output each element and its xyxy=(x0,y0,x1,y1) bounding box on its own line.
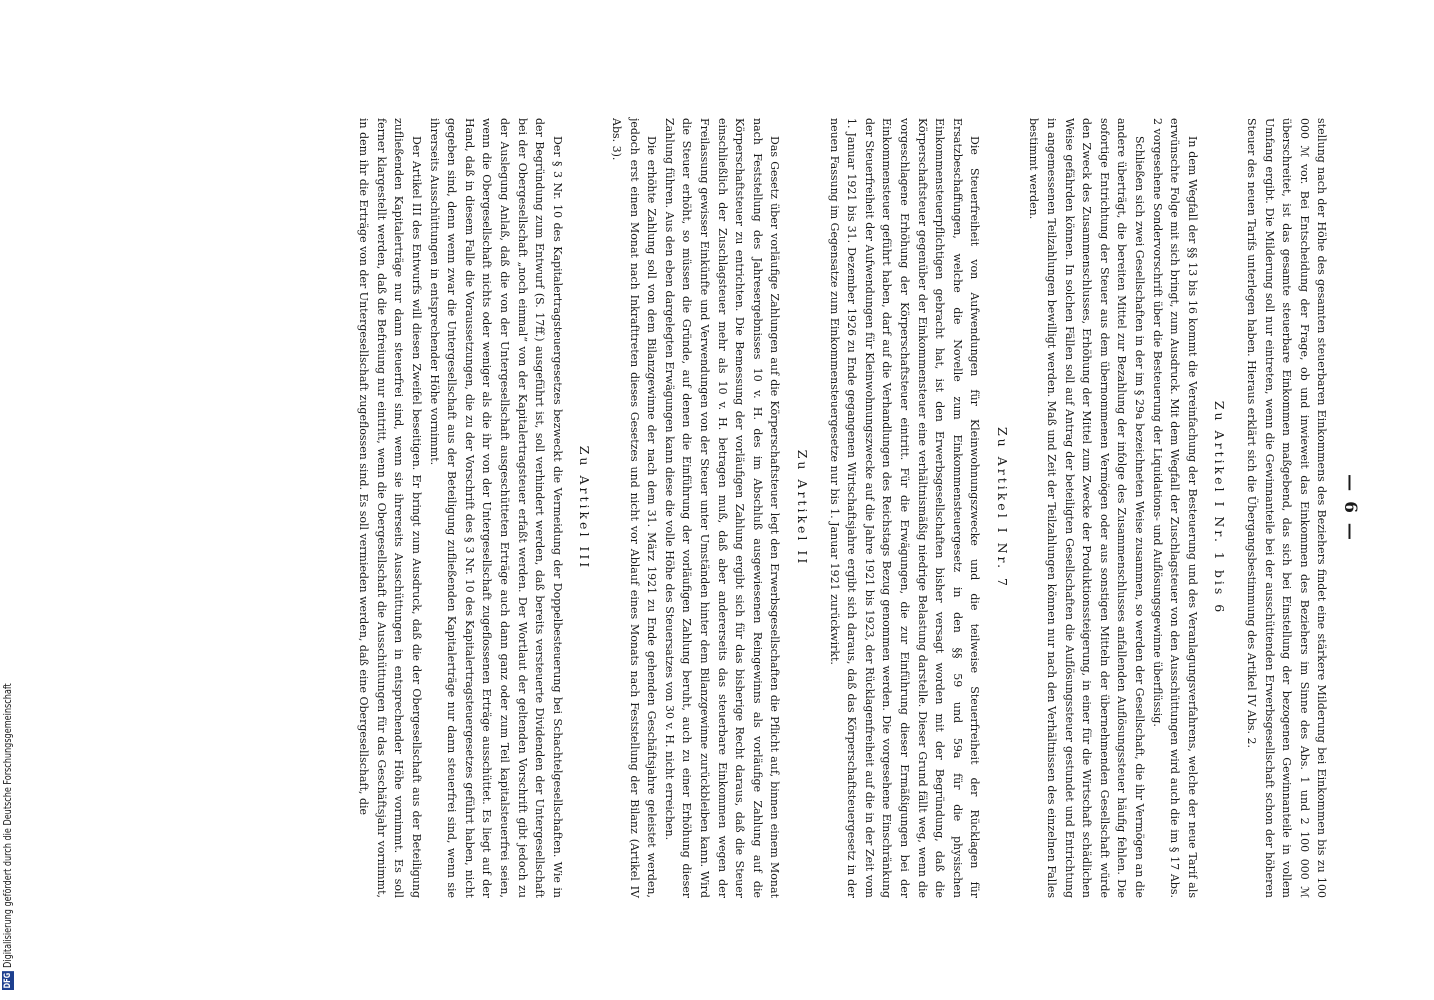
section-artikel-1-nr-7 xyxy=(825,118,1011,898)
section-artikel-3 xyxy=(355,118,594,898)
paragraph: Schließen sich zwei Gesellschaften in der im § 29a bezeichneten Weise zusammen, so werden der Gesellschaft, die ihr Vermögen an die andere überträgt, die bereiten Mittel zur Bezahlung der infolge des Zusammenschlusses anfallenden Auflösungssteuer häufig fehlen. Die sofortige Entrichtung der Steuer aus dem übernommenen Vermögen oder aus sonstigen Mitteln der übernehmenden Gesellschaft würde den Zweck des Zusammenschlusses, Erhöhung der Mittel zum Zwecke der Produktionssteigerung, in einer für die Wirtschaft schädlichen Weise gefährden können. In solchen Fällen soll auf Antrag der beteiligten Gesellschaften die Auflösungssteuer gestundet und Entrichtung in angemessenen Teilzahlungen bewilligt werden. Maß und Zeit der Teilzahlungen können nur nach den Verhältnissen des einzelnen Falles bestimmt werden. xyxy=(1027,118,1147,898)
section-heading: Zu Artikel III xyxy=(577,445,593,571)
paragraph: In dem Wegfall der §§ 13 bis 16 kommt die Vereinfachung der Besteuerung und des Veranlagungsverfahrens, welche der neue Tarif als erwünschte Folge mit sich bringt, zum Ausdruck. Mit dem Wegfall der Zuschlagsteuer von den Ausschüttungen wird auch die im § 17 Abs. 2 vorgesehene Sondervorschrift über die Besteuerung der Liquidations- und Auflösungsgewinne überflüssig. xyxy=(1150,118,1199,898)
section-heading: Zu Artikel I Nr. 1 bis 6 xyxy=(1212,400,1228,616)
section-heading: Zu Artikel I Nr. 7 xyxy=(994,426,1010,590)
section-artikel-1-nr-1-6 xyxy=(1025,118,1229,898)
dfg-logo-icon: DFG xyxy=(2,972,13,989)
section-artikel-2 xyxy=(607,118,811,898)
paragraph: Der § 3 Nr. 10 des Kapitalertragsteuergesetzes bezweckt die Vermeidung der Doppelbesteuerung bei Schachtelgesellschaften. Wie in der Begründung zum Entwurf (S. 17ff.) ausgeführt ist, soll verhindert werden, daß bereits versteuerte Dividenden der Untergesellschaft bei der Obergesellschaft „noch einmal“ von der Kapitalertragsteuer erfaßt werden. Der Wortlaut der geltenden Vorschrift gibt jedoch zu der Auslegung Anlaß, daß die von der Untergesellschaft ausgeschütteten Erträge auch dann ganz oder zum Teil kapitalsteuerfrei seien, wenn die Obergesellschaft nichts oder weniger als die ihr von der Untergesellschaft zugeflossenen Erträge ausschüttet. Es liegt auf der Hand, daß in diesem Falle die Voraussetzungen, die zu der Vorschrift des § 3 Nr. 10 des Kapitalertragsteuergesetzes geführt haben, nicht gegeben sind, denn wenn zwar die Untergesellschaft aus der Beteiligung zufließenden Kapitalerträge nur dann steuerfrei sind, wenn sie ihrerseits Ausschüttungen in entsprechender Höhe vornimmt. xyxy=(427,118,564,898)
page-number: — 6 — xyxy=(1340,474,1360,542)
paragraph: Die Steuerfreiheit von Aufwendungen für Kleinwohnungszwecke und die teilweise Steuerfreiheit der Rücklagen für Ersatzbeschaffungen, welche die Novelle zum Einkommensteuergesetz in den §§ 59 und 59a für die physischen Einkommensteuerpflichtigen gebracht hat, ist den Erwerbsgesellschaften bisher versagt worden mit der Begründung, daß die Körperschaftsteuer gegenüber der Einkommensteuer eine verhältnismäßig niedrige Belastung darstelle. Dieser Grund fällt weg, wenn die vorgeschlagene Erhöhung der Körperschaftsteuer eintritt. Für die Erwägungen, die zur Einführung dieser Ermäßigungen bei der Einkommensteuer geführt haben, darf auf die Verhandlungen des Reichstags Bezug genommen werden. Die vorgesehene Einschränkung der Steuerfreiheit der Aufwendungen für Kleinwohnungszwecke auf die Jahre 1921 bis 1923, der Rücklagenfreiheit auf die in der Zeit vom 1. Januar 1921 bis 31. Dezember 1926 zu Ende gegangenen Wirtschaftsjahre ergibt sich daraus, daß das Körperschaftsteuergesetz in der neuen Fassung im Gegensatze zum Einkommensteuergesetze nur bis 1. Januar 1921 zurückwirkt. xyxy=(827,118,982,898)
section-heading: Zu Artikel II xyxy=(794,449,810,567)
paragraph: Der Artikel III des Entwurfs will diesen Zweifel beseitigen. Er bringt zum Ausdruck, daß die der Obergesellschaft aus der Beteiligung zufließenden Kapitalerträge nur dann steuerfrei sind, wenn sie ihrerseits Ausschüttungen in entsprechender Höhe vornimmt. Es soll ferner klargestellt werden, daß die Befreiung nur eintritt, wenn die Obergesellschaft die Ausschüttungen für das Geschäftsjahr vornimmt, in dem ihr die Erträge von der Untergesellschaft zugeflossen sind. Es soll vermieden werden, daß eine Obergesellschaft, die xyxy=(357,118,424,898)
paragraph: Das Gesetz über vorläufige Zahlungen auf die Körperschaftsteuer legt den Erwerbsgesellschaften die Pflicht auf, binnen einem Monat nach Feststellung des Jahresergebnisses 10 v. H. des im Abschluß ausgewiesenen Reingewinns als vorläufige Zahlung auf die Körperschaftsteuer zu entrichten. Die Bemessung der vorläufigen Zahlung ergibt sich für das bisherige Recht daraus, daß die Steuer einschließlich der Zuschlagsteuer mehr als 10 v. H. betragen muß, daß aber andererseits das steuerbare Einkommen wegen der Freilassung gewisser Einkünfte und Verwendungen von der Steuer unter Umständen hinter dem Bilanzgewinne zurückbleiben kann. Wird die Steuer erhöht, so müssen die Gründe, auf denen die Einführung der vorläufigen Zahlung beruht, auch zu einer Erhöhung dieser Zahlung führen. Aus den eben dargelegten Erwägungen kann diese die volle Höhe des Steuersatzes von 30 v. H. nicht erreichen. xyxy=(662,118,782,898)
footer-text: Digitalisierung gefördert durch die Deutsche Forschungsgemeinschaft xyxy=(1,683,14,968)
intro-paragraph: stellung nach der Höhe des gesamten steuerbaren Einkommens des Beziehers findet eine stärkere Milderung bei Einkommen bis zu 100 000 ℳ vor. Bei Entscheidung der Frage, ob und inwieweit das Einkommen des Beziehers im Sinne des Abs. 1 und 2 100 000 ℳ überschreitet, ist das gesamte steuerbare Einkommen maßgebend, das sich bei Einstellung der bezogenen Gewinnanteile in vollem Umfang ergibt. Die Milderung soll nur eintreten, wenn die Gewinnanteile bei der ausschüttenden Erwerbsgesellschaft schon der höheren Steuer des neuen Tarifs unterlegen haben. Hieraus erklärt sich die Übergangsbestimmung des Artikel IV Abs. 2. xyxy=(1245,118,1329,898)
page-content xyxy=(355,118,1358,898)
paragraph: Die erhöhte Zahlung soll von dem Bilanzgewinne der nach dem 31. März 1921 zu Ende gehenden Geschäftsjahre geleistet werden, jedoch erst einen Monat nach Inkrafttreten dieses Gesetzes und nicht vor Ablauf eines Monats nach Feststellung der Bilanz (Artikel IV Abs. 3). xyxy=(610,118,659,898)
